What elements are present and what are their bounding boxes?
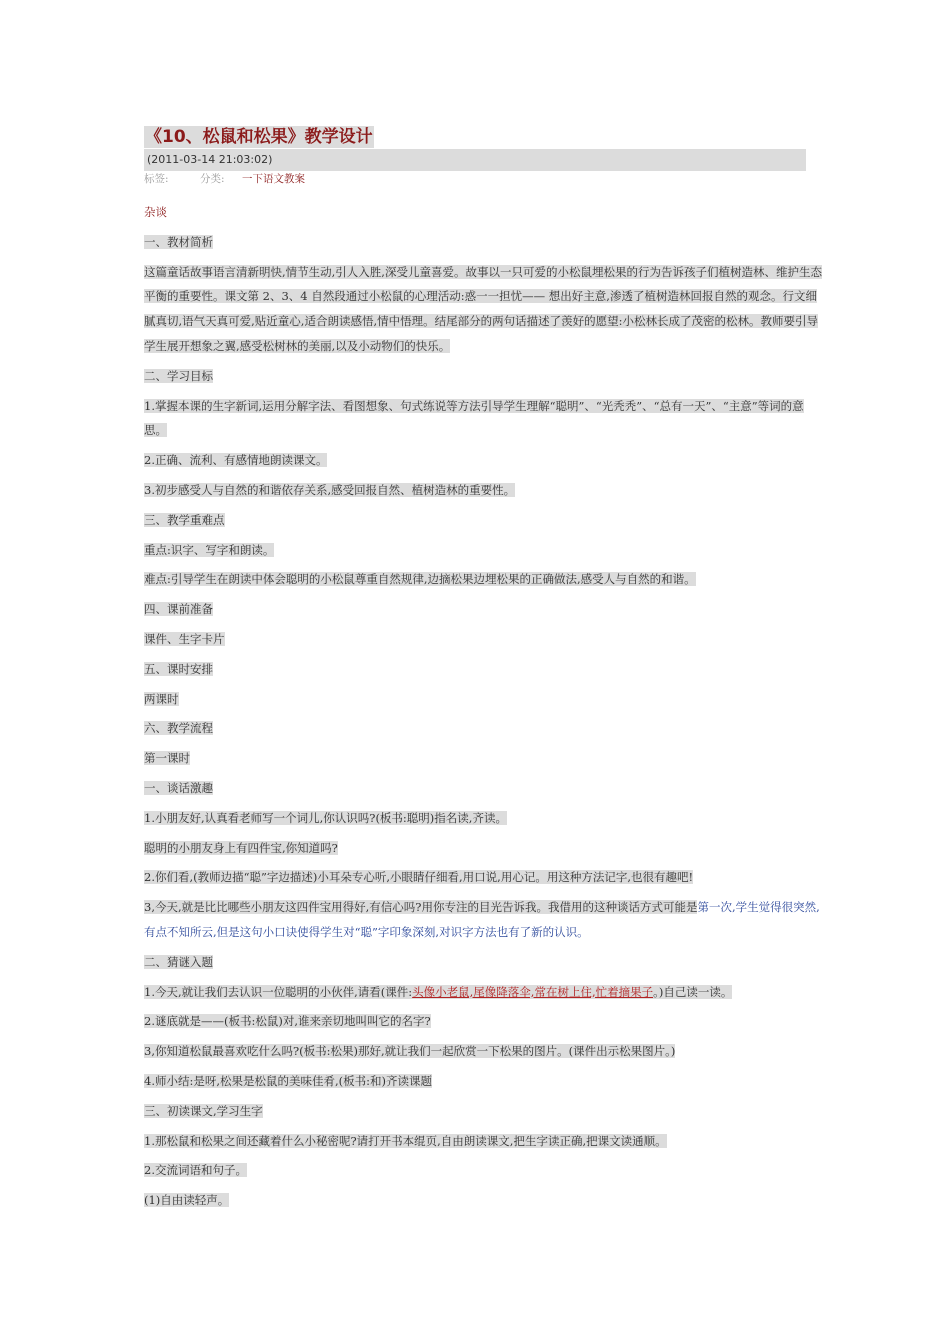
reflection-note: 第一次,学生觉得很突然,有点不知所云,但是这句小口诀使得学生对“聪”字印象深刻,对识字方法也有了新的认识。 (144, 900, 820, 939)
tag-label: 标签: (144, 173, 169, 185)
paragraph: 3,你知道松鼠最喜欢吃什么吗?(板书:松果)那好,就让我们一起欣赏一下松果的图片。(课件出示松果图片。) (144, 1044, 676, 1059)
section-heading: 六、教学流程 (144, 721, 213, 736)
paragraph: 2.正确、流利、有感情地朗读课文。 (144, 453, 328, 468)
article-body (144, 200, 824, 1218)
paragraph: 重点:识字、写字和朗读。 (144, 542, 275, 557)
section-heading: 四、课前准备 (144, 602, 213, 617)
article-header (144, 126, 806, 187)
category-link[interactable]: 一下语文教案 (242, 173, 305, 185)
article-title: 《10、松鼠和松果》教学设计 (145, 127, 373, 147)
paragraph: 1.那松鼠和松果之间还藏着什么小秘密呢?请打开书本绲页,自由朗读课文,把生字读正确,把课文读通顺。 (144, 1133, 667, 1148)
section-heading: 一、教材简析 (144, 234, 213, 249)
paragraph: 3.初步感受人与自然的和谐依存关系,感受回报自然、植树造林的重要性。 (144, 482, 516, 497)
paragraph: 1.掌握本课的生字新词,运用分解字法、看图想象、句式练说等方法引导学生理解“聪明”、“光秃秃”、“总有一天”、“主意”等词的意思。 (144, 398, 804, 438)
paragraph: 2.交流词语和句子。 (144, 1163, 247, 1178)
paragraph: 第一课时 (144, 751, 190, 766)
paragraph: 1.小朋友好,认真看老师写一个词儿,你认识吗?(板书:聪明)指名读,齐读。 (144, 810, 507, 825)
paragraph: 这篇童话故事语言清新明快,情节生动,引人入胜,深受儿童喜爱。故事以一只可爱的小松鼠埋松果的行为告诉孩子们植树造林、维护生态平衡的重要性。课文第 2、3、4 自然段通过小松鼠的心理活动:惑一一担忧—— 想出好主意,渗透了植树造林回报自然的观念。行文细腻真切,语气天真可爱,贴近童心,适合朗读感悟,情中悟理。结尾部分的两句话描述了羡好的愿望:小松林长成了茂密的松林。教师要引导学生展开想象之翼,感受松树林的美丽,以及小动物们的快乐。 (144, 264, 822, 353)
section-heading: 三、教学重难点 (144, 512, 225, 527)
paragraph: (1)自由读轻声。 (144, 1193, 230, 1208)
paragraph: 2.谜底就是——(板书:松鼠)对,谁来亲切地叫叫它的名字? (144, 1014, 431, 1029)
section-heading: 二、学习目标 (144, 368, 213, 383)
section-heading: 二、猜谜入题 (144, 954, 213, 969)
paragraph: 1.今天,就让我们去认识一位聪明的小伙伴,请看(课件:头像小老鼠,尾像降落伞,常在树上住,忙着摘果子。)自己读一读。 (144, 984, 733, 999)
riddle-text: 头像小老鼠,尾像降落伞,常在树上住,忙着摘果子 (412, 984, 654, 999)
paragraph: 两课时 (144, 691, 179, 706)
paragraph: 3,今天,就是比比哪些小朋友这四件宝用得好,有信心吗?用你专注的目光告诉我。我借用的这种谈话方式可能是第一次,学生觉得很突然,有点不知所云,但是这句小口诀使得学生对“聪”字印象深刻,对识字方法也有了新的认识。 (144, 900, 820, 939)
article-meta (144, 171, 806, 187)
paragraph: 2.你们看,(教师边描“聪”字边描述)小耳朵专心听,小眼睛仔细看,用口说,用心记。用这种方法记字,也很有趣吧! (144, 870, 694, 885)
section-heading: 三、初读课文,学习生字 (144, 1103, 263, 1118)
paragraph: 聪明的小朋友身上有四件宝,你知道吗? (144, 840, 338, 855)
category-label: 分类: (200, 173, 225, 185)
article-date: (2011-03-14 21:03:02) (144, 149, 806, 171)
paragraph: 4.师小结:是呀,松果是松鼠的美味佳肴,(板书:和)齐读课题 (144, 1073, 433, 1088)
paragraph: 难点:引导学生在朗读中体会聪明的小松鼠尊重自然规律,边摘松果边埋松果的正确做法,感受人与自然的和谐。 (144, 572, 696, 587)
tag-link[interactable]: 杂谈 (144, 205, 167, 219)
paragraph: 课件、生字卡片 (144, 631, 225, 646)
tag-link-line (144, 200, 824, 225)
section-heading: 五、课时安排 (144, 661, 213, 676)
section-heading: 一、谈话激趣 (144, 780, 213, 795)
